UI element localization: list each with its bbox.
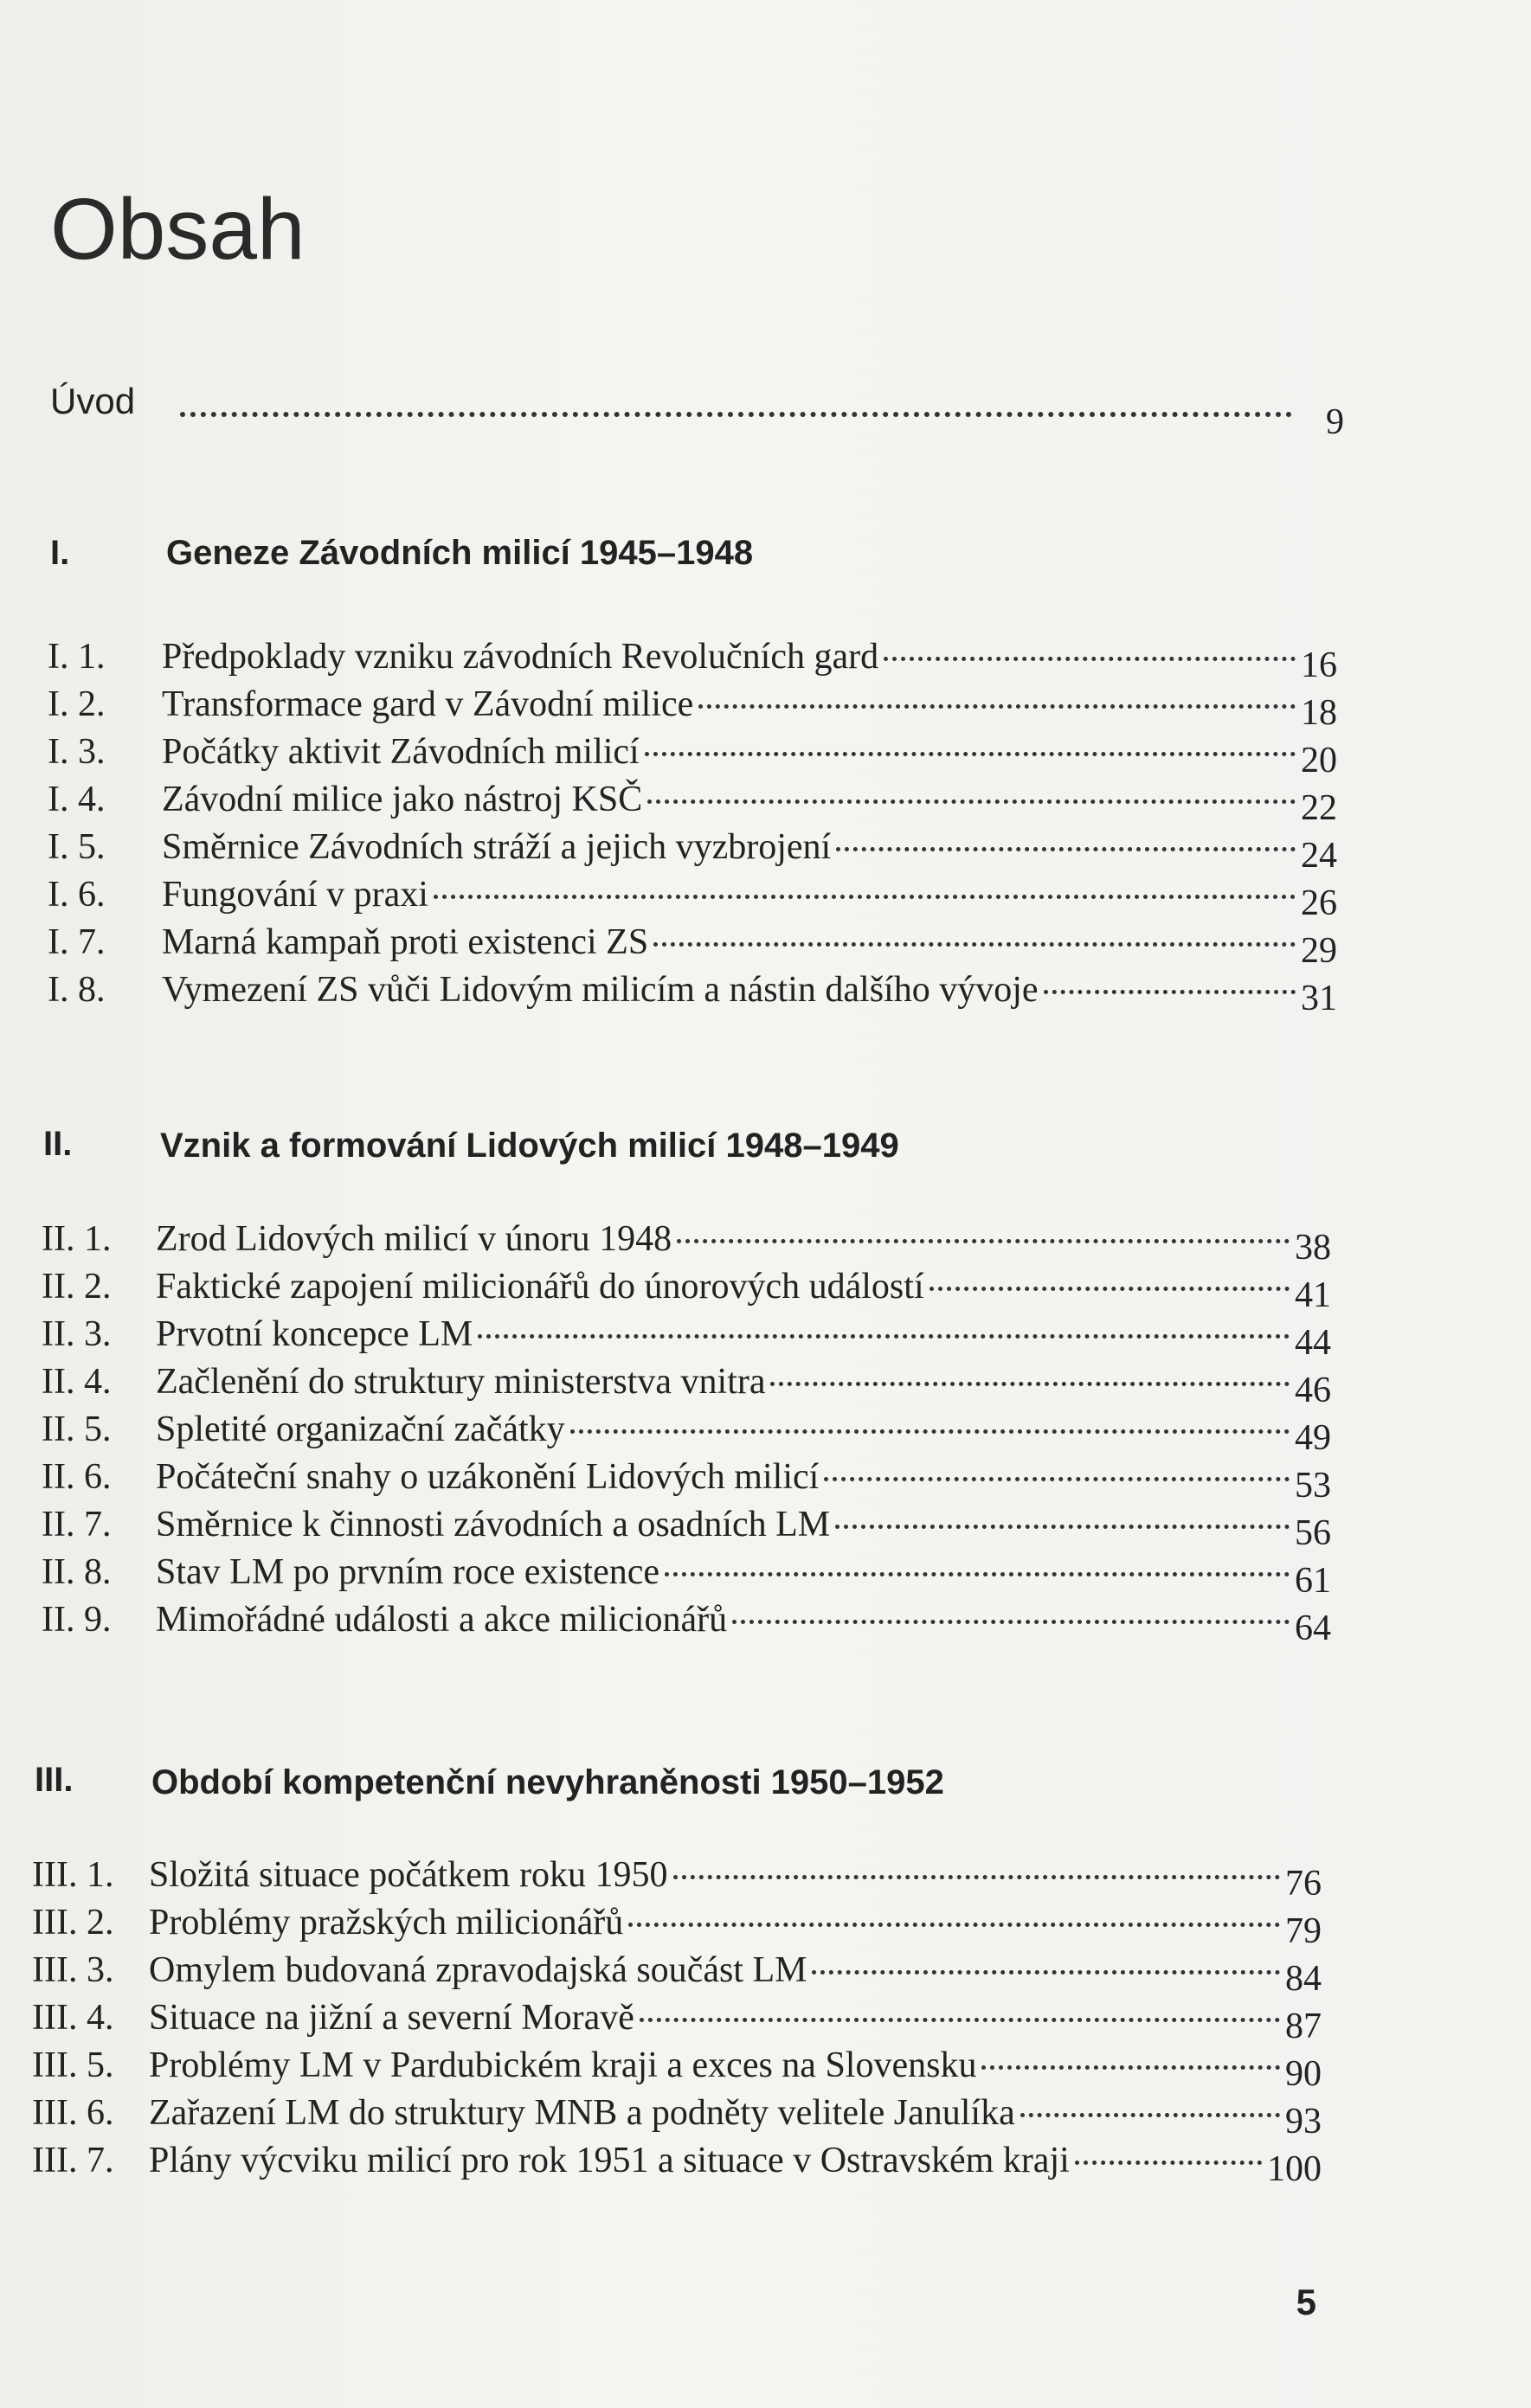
entry-page-number: 79 [1285,1911,1322,1951]
entry-page-number: 26 [1301,883,1337,923]
dot-leader [677,1239,1290,1243]
dot-leader [1044,990,1296,994]
entry-number: I. 3. [48,732,106,772]
dot-leader [647,799,1296,804]
entry-page-number: 20 [1301,741,1337,780]
intro-label: Úvod [50,381,136,421]
toc-entry [48,826,1337,875]
entry-page-number: 87 [1285,2007,1322,2046]
entry-title: Zrod Lidových milicí v únoru 1948 [156,1219,672,1259]
toc-entry [42,1313,1331,1362]
toc-intro [50,381,1344,441]
entry-number: II. 1. [42,1219,112,1259]
dot-leader [1020,2113,1280,2117]
entry-page-number: 49 [1295,1418,1331,1458]
entry-title: Omylem budovaná zpravodajská součást LM [149,1950,807,1990]
page-title: Obsah [50,181,306,278]
dot-leader [812,1970,1280,1975]
entry-title: Začlenění do struktury ministerstva vnitra [156,1362,766,1402]
toc-entry [48,684,1337,732]
entry-title: Zařazení LM do struktury MNB a podněty velitele Janulíka [149,2093,1015,2133]
entry-number: II. 8. [42,1552,112,1592]
chapter-number: I. [50,534,70,572]
dot-leader [180,412,1292,417]
entry-number: III. 1. [32,1855,114,1895]
entry-page-number: 56 [1295,1513,1331,1553]
toc-entry [42,1551,1331,1600]
toc-entry [32,1902,1322,1950]
entry-title: Plány výcviku milicí pro rok 1951 a situace v Ostravském kraji [149,2141,1070,2180]
entry-page-number: 22 [1301,788,1337,828]
dot-leader [673,1875,1280,1879]
entry-title: Marná kampaň proti existenci ZS [162,922,649,962]
toc-entry [32,2092,1322,2141]
entry-title: Problémy pražských milicionářů [149,1903,624,1942]
chapter-title: Geneze Závodních milicí 1945–1948 [166,534,754,572]
entry-title: Počátky aktivit Závodních milicí [162,732,640,772]
toc-entry [42,1409,1331,1457]
entry-page-number: 76 [1285,1864,1322,1904]
dot-leader [930,1287,1290,1291]
entry-number: I. 7. [48,922,106,962]
entry-number: I. 5. [48,827,106,867]
dot-leader [836,847,1296,851]
entry-page-number: 84 [1285,1959,1322,1999]
entry-title: Předpoklady vzniku závodních Revolučních gard [162,637,879,677]
entry-number: I. 4. [48,780,106,819]
toc-entry [42,1504,1331,1552]
dot-leader [770,1382,1290,1386]
dot-leader [981,2065,1280,2070]
entry-number: II. 9. [42,1600,112,1640]
entry-number: III. 3. [32,1950,114,1990]
entry-title: Směrnice Závodních stráží a jejich vyzbrojení [162,827,832,867]
toc-entry [42,1266,1331,1314]
entry-title: Složitá situace počátkem roku 1950 [149,1855,668,1895]
entry-page-number: 41 [1295,1275,1331,1315]
entry-page-number: 38 [1295,1228,1331,1268]
entry-page-number: 64 [1295,1609,1331,1648]
chapter-title: Období kompetenční nevyhraněnosti 1950–1952 [151,1763,944,1801]
dot-leader [824,1477,1290,1481]
entry-page-number: 29 [1301,931,1337,971]
entry-number: II. 4. [42,1362,112,1402]
toc-entry [42,1599,1331,1647]
entry-title: Závodní milice jako nástroj KSČ [162,780,643,819]
entry-page-number: 93 [1285,2102,1322,2142]
toc-entry [42,1361,1331,1409]
entry-title: Směrnice k činnosti závodních a osadních LM [156,1505,831,1544]
dot-leader [884,657,1296,661]
toc-entry [32,2140,1322,2188]
entry-number: III. 4. [32,1998,114,2038]
dot-leader [434,895,1296,899]
toc-entry [48,731,1337,780]
entry-number: I. 8. [48,970,106,1010]
entry-number: II. 3. [42,1314,112,1354]
toc-entry [42,1218,1331,1267]
entry-title: Vymezení ZS vůči Lidovým milicím a nástin dalšího vývoje [162,970,1039,1010]
dot-leader [653,942,1296,947]
entry-page-number: 100 [1267,2149,1322,2189]
dot-leader [1075,2161,1262,2165]
entry-page-number: 46 [1295,1371,1331,1410]
dot-leader [478,1334,1290,1339]
entry-page-number: 44 [1295,1323,1331,1363]
dot-leader [835,1525,1290,1529]
entry-title: Spletité organizační začátky [156,1409,565,1449]
entry-number: II. 7. [42,1505,112,1544]
dot-leader [665,1572,1290,1576]
entry-title: Počáteční snahy o uzákonění Lidových milicí [156,1457,820,1497]
dot-leader [698,704,1296,709]
entry-page-number: 16 [1301,645,1337,685]
entry-number: II. 5. [42,1409,112,1449]
chapter-number: III. [35,1761,74,1799]
toc-entry [48,874,1337,922]
entry-number: I. 2. [48,684,106,724]
entry-number: III. 5. [32,2045,114,2085]
toc-entry [32,1997,1322,2045]
entry-number: II. 6. [42,1457,112,1497]
entry-number: III. 6. [32,2093,114,2133]
entry-title: Problémy LM v Pardubickém kraji a exces na Slovensku [149,2045,977,2085]
entry-page-number: 53 [1295,1466,1331,1506]
chapter-title: Vznik a formování Lidových milicí 1948–1949 [160,1127,899,1165]
toc-entry [32,1854,1322,1903]
toc-entry [48,636,1337,684]
entry-number: III. 7. [32,2141,114,2180]
entry-title: Situace na jižní a severní Moravě [149,1998,634,2038]
toc-entry [48,921,1337,970]
entry-page-number: 90 [1285,2054,1322,2094]
entry-page-number: 18 [1301,693,1337,733]
dot-leader [570,1429,1290,1434]
entry-page-number: 31 [1301,979,1337,1018]
dot-leader [645,752,1296,756]
entry-title: Stav LM po prvním roce existence [156,1552,660,1592]
entry-page-number: 61 [1295,1561,1331,1601]
entry-title: Transformace gard v Závodní milice [162,684,694,724]
entry-number: I. 6. [48,875,106,915]
dot-leader [628,1923,1280,1927]
entry-number: II. 2. [42,1267,112,1307]
chapter-number: II. [43,1125,73,1163]
entry-number: III. 2. [32,1903,114,1942]
entry-title: Faktické zapojení milicionářů do únorových událostí [156,1267,924,1307]
page-number: 5 [1296,2282,1316,2322]
intro-page-number: 9 [1326,402,1344,442]
toc-entry [48,779,1337,827]
dot-leader [732,1620,1290,1624]
entry-title: Mimořádné události a akce milicionářů [156,1600,728,1640]
entry-title: Prvotní koncepce LM [156,1314,473,1354]
toc-entry [32,2045,1322,2093]
toc-entry [32,1949,1322,1998]
entry-page-number: 24 [1301,836,1337,876]
dot-leader [640,2018,1280,2022]
toc-entry [42,1456,1331,1505]
entry-title: Fungování v praxi [162,875,428,915]
toc-entry [48,969,1337,1018]
entry-number: I. 1. [48,637,106,677]
